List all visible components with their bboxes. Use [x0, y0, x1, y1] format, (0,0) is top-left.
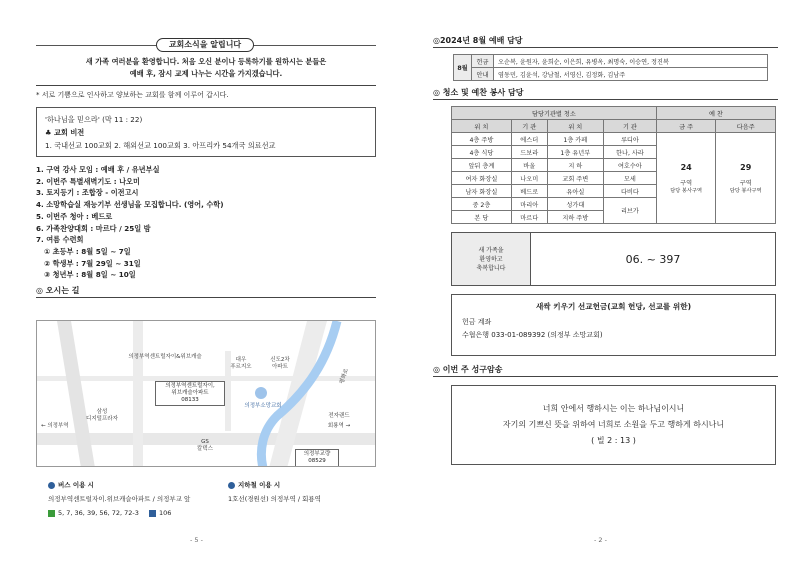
newfamily-box — [451, 232, 776, 286]
table-cell: 성가대 — [547, 198, 603, 211]
left-page — [36, 38, 376, 298]
bus-blue: 106 — [158, 509, 172, 517]
praise-this-sub: 구역 — [680, 179, 693, 187]
bus-stops: 의정부역센트럴자이.위브캐슬아파트 / 의정부교 앞 — [48, 495, 191, 503]
worship-table — [453, 54, 768, 81]
table-cell: 본 당 — [452, 211, 512, 224]
vision-title: ♣ 교회 비전 — [45, 128, 85, 137]
newfamily-label-line: 새 가족을 — [478, 246, 504, 254]
map-label-right-arrow: 회룡역 → — [327, 423, 351, 429]
table-cell: 여호수아 — [603, 159, 656, 172]
news-item: 5. 이번주 청아 : 베드로 — [36, 211, 113, 221]
church-marker — [255, 387, 267, 399]
map-box-busstop: 의정부교량 08529 — [295, 449, 339, 467]
table-cell: 1층 유년부 — [547, 146, 603, 159]
news-item: 6. 가족찬양대회 : 마르다 / 25일 밤 — [36, 223, 151, 233]
table-cell: 한나, 사라 — [603, 146, 656, 159]
worship-role: 헌금 — [472, 55, 494, 68]
praise-next-week — [716, 133, 776, 224]
table-cell: 드보라 — [511, 146, 547, 159]
map-label-shindong: 신도2차 아파트 — [270, 357, 290, 370]
diagonal-road — [57, 321, 95, 467]
welcome-line-1: 새 가족 여러분을 환영합니다. 처음 오신 분이나 등록하기를 원하시는 분들은 — [85, 57, 327, 66]
news-item: 1. 구역 강사 모임 : 예배 후 / 유년부실 — [36, 165, 160, 174]
col-head: 기 관 — [511, 120, 547, 133]
subway-label: 지하철 이용 시 — [238, 481, 281, 489]
col-head: 기 관 — [603, 120, 656, 133]
table-cell: 마르다 — [511, 211, 547, 224]
subway-info — [228, 478, 321, 506]
praise-next-note: 담당 봉사구역 — [729, 187, 762, 194]
table-cell: 모세 — [603, 172, 656, 185]
praise-this-week — [656, 133, 716, 224]
river — [261, 321, 337, 467]
verse-line: 자기의 기쁘신 뜻을 위하여 너희로 소원을 두고 행하게 하시나니 — [502, 420, 725, 429]
news-item: 3. 토지등기 : 조합장 - 이전고시 — [36, 188, 139, 198]
vision-items: 1. 국내선교 100교회 2. 해외선교 100교회 3. 아프리카 54개국 의료선교 — [45, 141, 276, 150]
page-number-left: - 5 - — [190, 536, 203, 544]
vision-box — [36, 107, 376, 157]
verse-title: ◎ 이번 주 성구암송 — [433, 365, 503, 374]
verse-box — [451, 385, 776, 465]
cleaning-title: ◎ 청소 및 예찬 봉사 담당 — [433, 88, 524, 97]
retreat-item: ③ 청년부 : 8월 8일 ~ 10일 — [44, 270, 136, 280]
table-cell: 루디아 — [603, 133, 656, 146]
praise-this-number: 24 — [680, 162, 692, 172]
news-item: 7. 여름 수련회 — [36, 235, 84, 245]
table-cell: 에스더 — [511, 133, 547, 146]
table-cell: 남자 화장실 — [452, 185, 512, 198]
divider — [36, 297, 376, 298]
newfamily-label-line: 축복합니다 — [476, 264, 506, 272]
table-cell: 지하 주방 — [547, 211, 603, 224]
worship-month: 8월 — [454, 55, 472, 81]
table-cell: 리브가 — [603, 198, 656, 224]
green-bus-icon — [48, 510, 55, 517]
subway-text: 1호선(경원선) 의정부역 / 회룡역 — [228, 495, 321, 503]
offering-title: 새싹 키우기 선교헌금(교회 헌당, 선교를 위한) — [535, 302, 692, 311]
map-label-left-arrow: ← 의정부역 — [41, 423, 69, 429]
blue-bus-icon — [149, 510, 156, 517]
praise-next-number: 29 — [740, 162, 752, 172]
verse-line: 너희 안에서 행하시는 이는 하나님이시니 — [542, 404, 685, 413]
notice-header — [36, 38, 376, 52]
bus-icon — [48, 482, 55, 489]
welcome-line-2: 예배 후, 잠시 교제 나누는 시간을 가지겠습니다. — [129, 69, 283, 78]
news-item: 4. 소망학습실 재능기부 선생님을 모집합니다. (영어, 수학) — [36, 200, 224, 210]
verse-ref: ( 빌 2 : 13 ) — [591, 436, 636, 445]
table-cell: 바울 — [511, 159, 547, 172]
bus-label: 버스 이용 시 — [58, 481, 94, 489]
map-label-daewoo: 대우 푸르지오 — [230, 357, 252, 370]
news-list — [36, 164, 376, 281]
praise-header: 예 찬 — [656, 107, 775, 120]
table-cell: 여자 화장실 — [452, 172, 512, 185]
cleaning-table — [451, 106, 776, 224]
map-label-top: 의정부역센트럴자이&위브캐슬 — [128, 354, 202, 360]
table-cell: 4층 주방 — [452, 133, 512, 146]
table-cell: 다비다 — [603, 185, 656, 198]
retreat-item: ① 초등부 : 8월 5일 ~ 7일 — [44, 246, 131, 256]
table-cell: 중 2층 — [452, 198, 512, 211]
divider — [433, 99, 778, 100]
subway-icon — [228, 482, 235, 489]
directions-header — [36, 285, 376, 298]
col-head: 금 주 — [656, 120, 716, 133]
newfamily-label — [451, 232, 531, 286]
worship-names: 오순복, 윤원자, 윤희순, 이은희, 유병옥, 최명숙, 이승연, 정진복 — [494, 55, 768, 68]
praise-this-note: 담당 봉사구역 — [670, 187, 702, 194]
map-label-samsung: 삼성 디지털프라자 — [86, 409, 118, 422]
map-label-road: 평화로 — [338, 367, 351, 385]
map-label-eastgate: 전자랜드 — [328, 413, 350, 419]
divider — [36, 85, 376, 86]
directions-map — [36, 320, 376, 467]
col-head: 다음주 — [716, 120, 776, 133]
table-cell: 유아실 — [547, 185, 603, 198]
retreat-item: ② 학생부 : 7월 29일 ~ 31일 — [44, 258, 141, 268]
map-label-gs: GS 칼텍스 — [197, 439, 213, 452]
map-label-church: 의정부소망교회 — [244, 403, 282, 409]
greeting-text: * 서로 기쁨으로 인사하고 양보하는 교회를 함께 이루어 갑시다. — [36, 91, 229, 99]
table-cell: 지 하 — [547, 159, 603, 172]
newfamily-label-line: 환영하고 — [479, 255, 503, 263]
worship-title: ◎2024년 8월 예배 담당 — [433, 36, 523, 45]
worship-role: 안내 — [472, 68, 494, 81]
cleaning-header: 담당기관별 청소 — [452, 107, 657, 120]
col-head: 위 치 — [547, 120, 603, 133]
offering-box — [451, 294, 776, 356]
vision-verse: '하나님을 믿으라' (막 11 : 22) — [45, 115, 143, 124]
bus-green: 5, 7, 36, 39, 56, 72, 72-3 — [58, 509, 139, 517]
table-cell: 교회 주변 — [547, 172, 603, 185]
table-cell: 1층 카페 — [547, 133, 603, 146]
worship-names: 염동민, 김윤석, 강남철, 서영신, 김정화, 김남주 — [494, 68, 768, 81]
praise-next-sub: 구역 — [739, 179, 752, 187]
divider — [433, 47, 778, 48]
news-item: 2. 이번주 특별새벽기도 : 나오미 — [36, 176, 140, 186]
offering-account-label: 헌금 계좌 — [462, 318, 492, 326]
table-cell: 베드로 — [511, 185, 547, 198]
table-cell: 나오미 — [511, 172, 547, 185]
notice-title: 교회소식을 알립니다 — [156, 38, 254, 52]
page-number-right: - 2 - — [594, 536, 607, 544]
vertical-road — [133, 321, 143, 467]
divider — [433, 376, 778, 377]
col-head: 위 치 — [452, 120, 512, 133]
table-cell: 마리아 — [511, 198, 547, 211]
map-box-central: 의정부역센트럴자이, 위브캐슬아파트 08133 — [155, 381, 225, 406]
table-cell: 앞뒤 층계 — [452, 159, 512, 172]
table-cell: 4층 식당 — [452, 146, 512, 159]
newfamily-value: 06. ~ 397 — [531, 232, 776, 286]
bus-info — [48, 478, 190, 520]
directions-title: ◎ 오시는 길 — [36, 286, 80, 296]
right-page — [433, 35, 778, 465]
offering-account: 수협은행 033-01-089392 (의정부 소망교회) — [462, 331, 603, 339]
